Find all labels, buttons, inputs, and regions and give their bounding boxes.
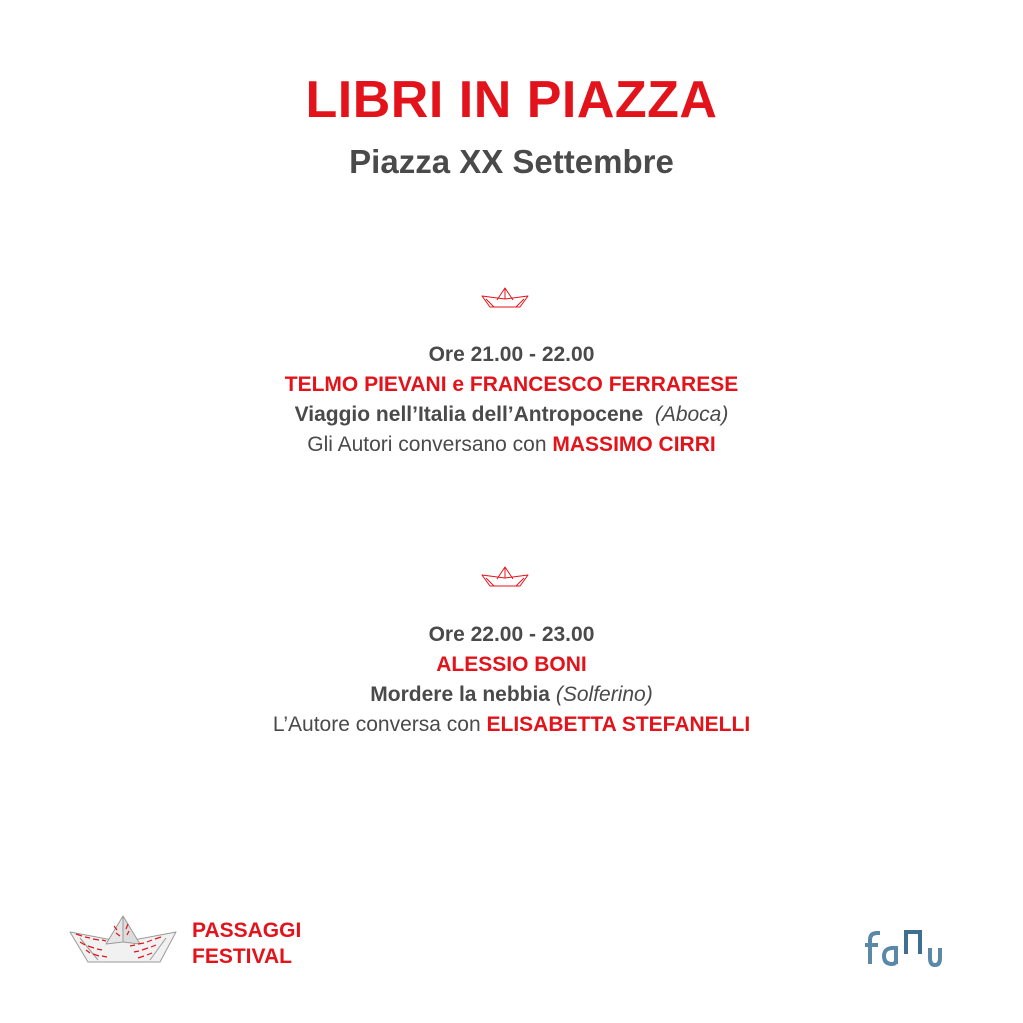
event-authors: TELMO PIEVANI e FRANCESCO FERRARESE	[284, 373, 739, 396]
page-title: LIBRI IN PIAZZA	[305, 71, 718, 129]
event-host: MASSIMO CIRRI	[552, 433, 716, 456]
event-conversation-line	[0, 430, 1023, 460]
event-conversation-line	[0, 710, 1023, 740]
page-subtitle: Piazza XX Settembre	[349, 143, 674, 180]
event-conversation-prefix: L’Autore conversa con	[272, 713, 481, 736]
event-book-title: Mordere la nebbia	[370, 683, 550, 706]
festival-paper-boat-logo	[68, 912, 178, 972]
event-time: Ore 21.00 - 22.00	[428, 343, 595, 366]
festival-name-line2: FESTIVAL	[192, 945, 292, 968]
fano-logo	[862, 924, 944, 968]
event-host: ELISABETTA STEFANELLI	[486, 713, 751, 736]
event-publisher: (Aboca)	[654, 403, 729, 426]
event-authors: ALESSIO BONI	[436, 653, 587, 676]
event-book-line	[0, 400, 1023, 430]
festival-name	[192, 918, 301, 970]
paper-boat-icon	[480, 566, 530, 588]
paper-boat-icon	[480, 287, 530, 309]
event-publisher: (Solferino)	[555, 683, 653, 706]
event-book-line	[0, 680, 1023, 710]
event-block-1	[0, 340, 1023, 460]
event-time: Ore 22.00 - 23.00	[428, 623, 595, 646]
festival-name-line1: PASSAGGI	[192, 919, 302, 942]
event-block-2	[0, 620, 1023, 740]
event-conversation-prefix: Gli Autori conversano con	[307, 433, 547, 456]
event-book-title: Viaggio nell’Italia dell’Antropocene	[294, 403, 644, 426]
